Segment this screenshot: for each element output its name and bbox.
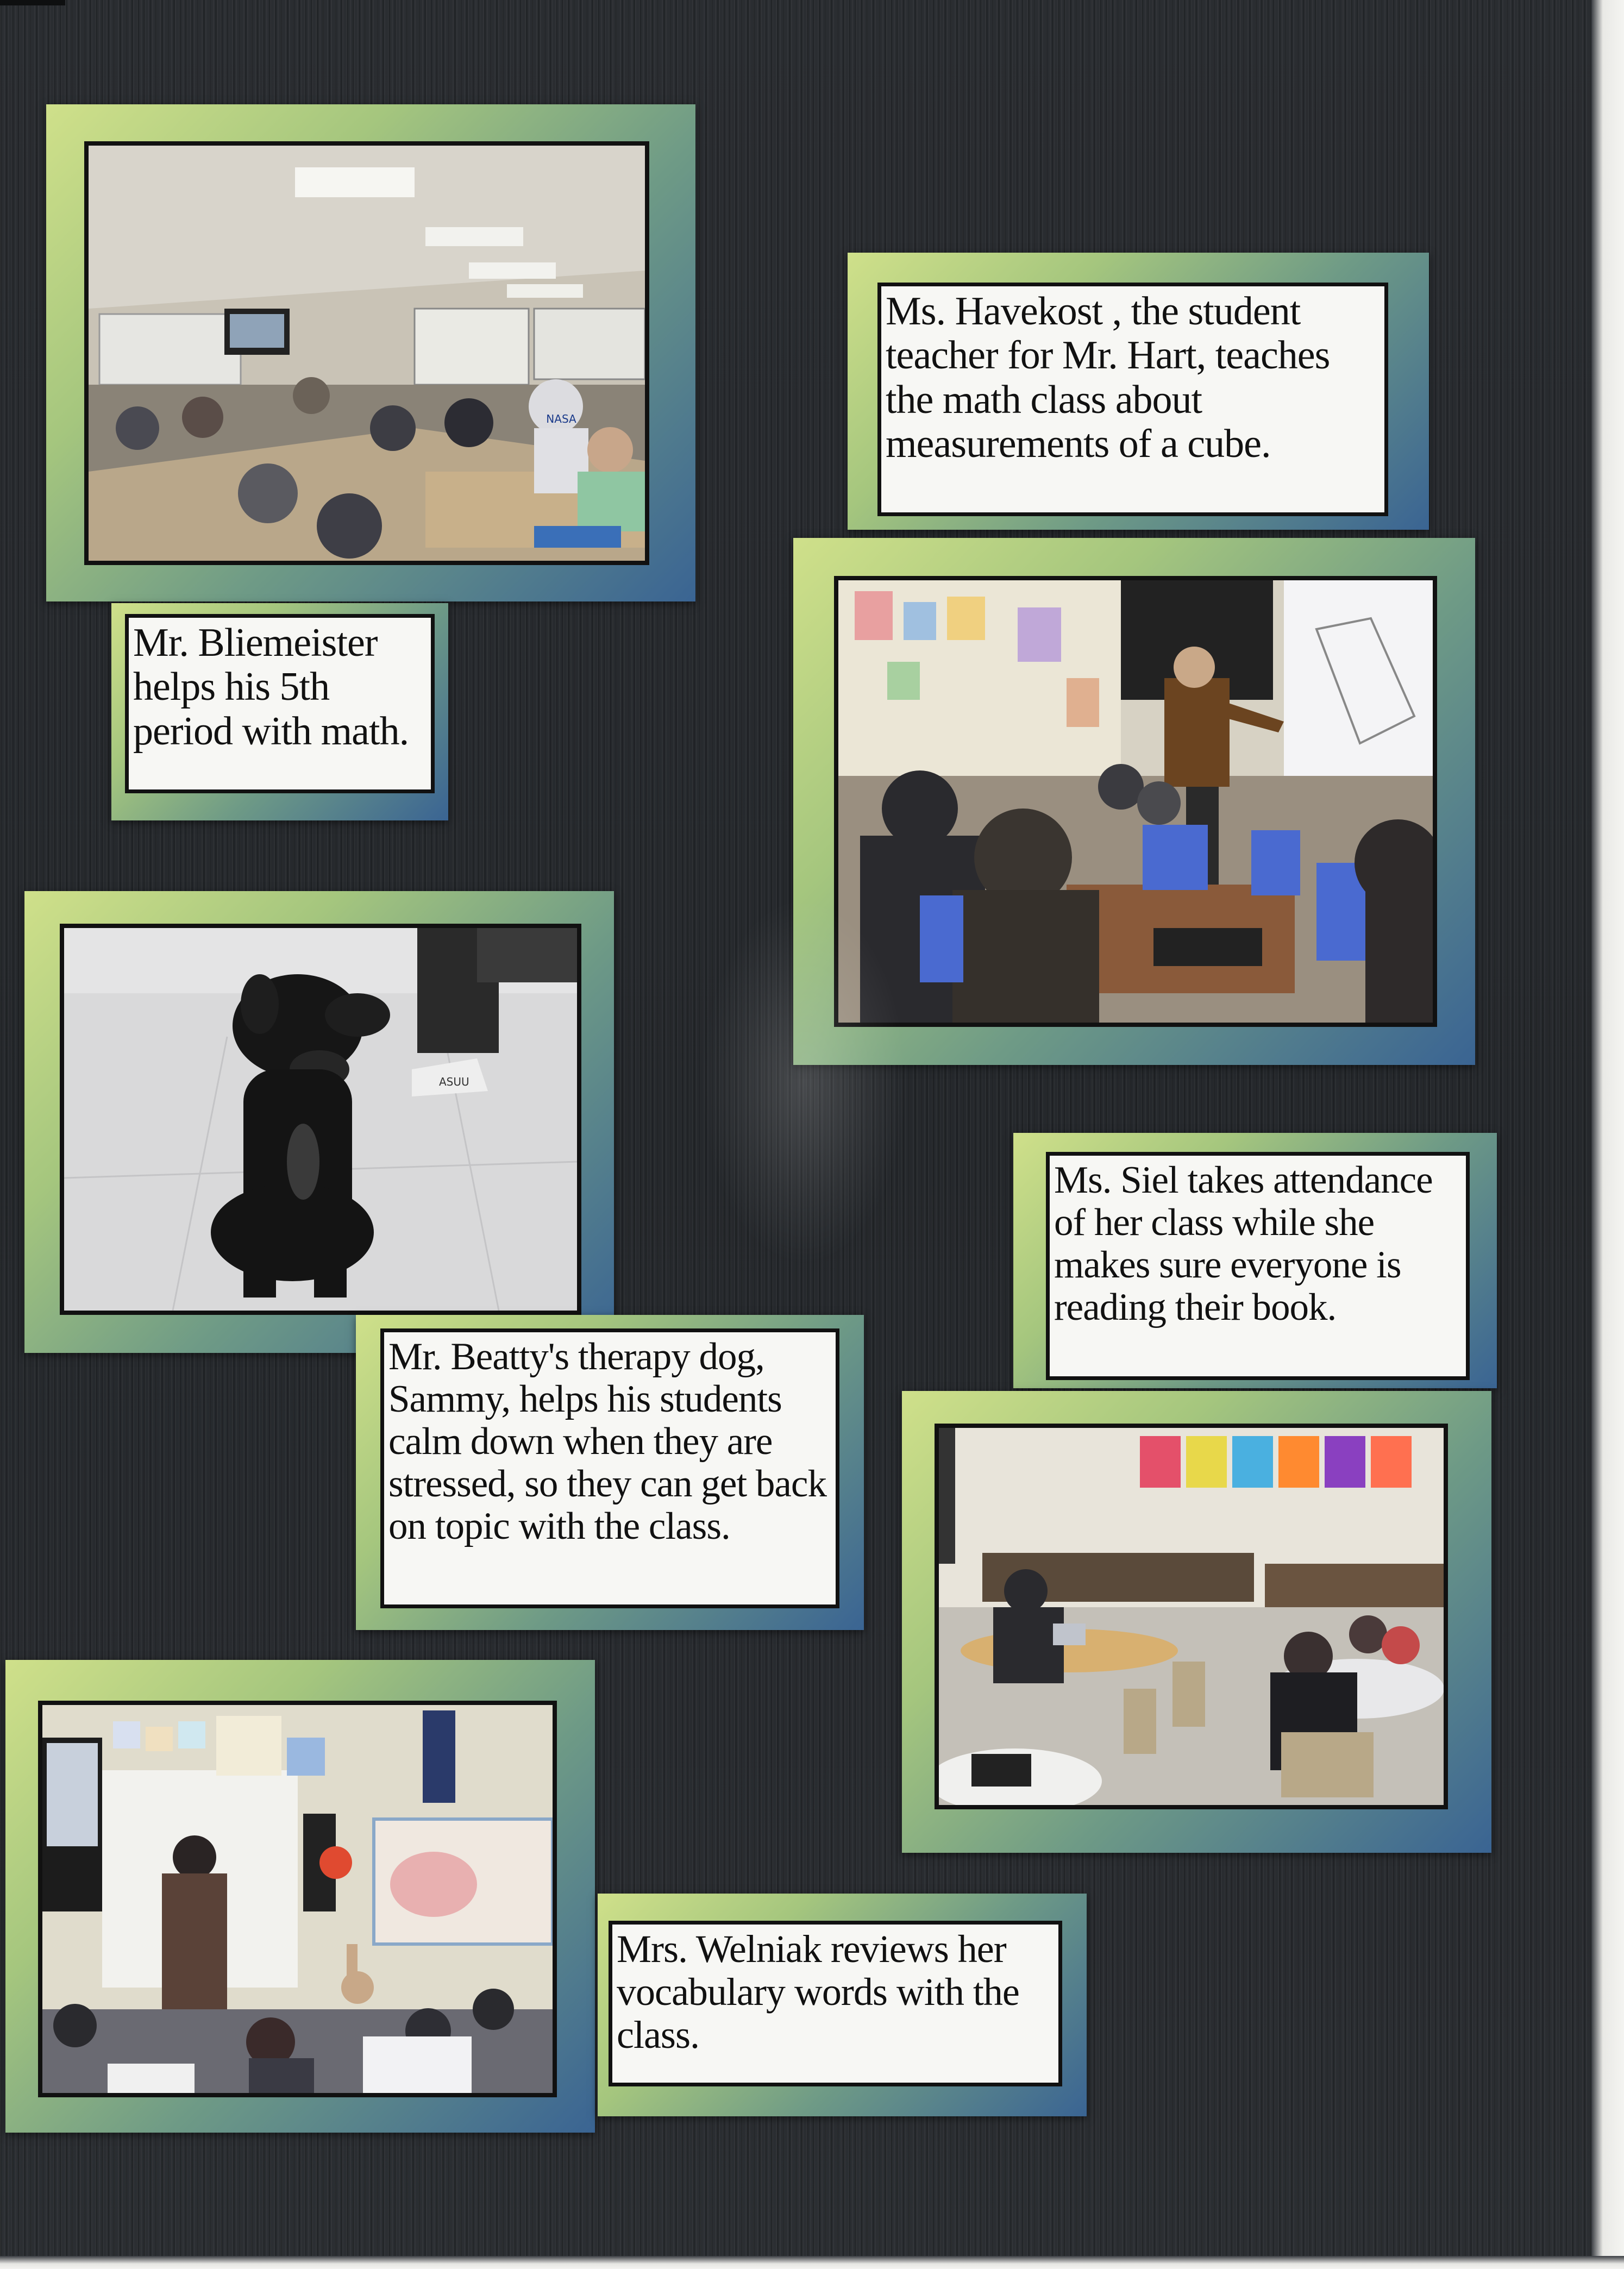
caption-siel: Ms. Siel takes attendance of her class while she makes sure everyone is reading their book.	[1046, 1152, 1470, 1380]
sweatshirt-logo: NASA	[546, 412, 576, 425]
photo-bliemeister-classroom	[84, 141, 649, 565]
corner-mark	[0, 0, 65, 5]
photo-therapy-dog	[60, 924, 581, 1315]
photo-siel-classroom	[935, 1424, 1448, 1809]
caption-welniak: Mrs. Welniak reviews her vocabulary words with the class.	[609, 1921, 1062, 2086]
shoe-text: ASUU	[439, 1075, 469, 1088]
photo-havekost-classroom	[834, 576, 1437, 1027]
photo-welniak-classroom	[38, 1701, 557, 2097]
caption-beatty: Mr. Beatty's therapy dog, Sammy, helps his students calm down when they are stressed, so they can get back on topic with the class.	[380, 1328, 839, 1608]
bottom-edge	[0, 2256, 1624, 2269]
caption-bliemeister: Mr. Bliemeister helps his 5th period with math.	[125, 614, 435, 793]
caption-havekost: Ms. Havekost , the student teacher for Mr. Hart, teaches the math class about measurements of a cube.	[877, 283, 1388, 516]
page-edge	[1591, 0, 1624, 2269]
